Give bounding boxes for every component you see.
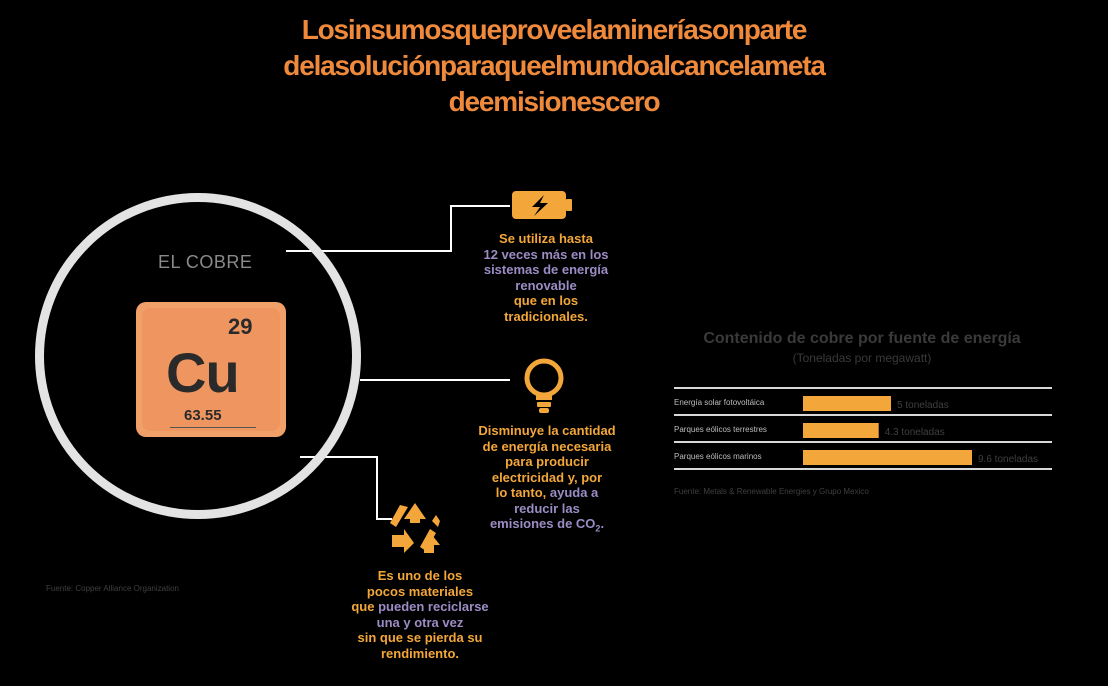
fact-2-line-b: de energía necesaria [482,438,612,454]
atomic-mass-underline [170,427,256,428]
connector-bottom-vertical [376,456,378,520]
battery-charging-icon [510,189,574,221]
headline-line-3: deemisionescero [448,86,660,117]
recycle-icon [386,499,444,557]
fact-2-co-sub: 2 [595,523,601,534]
fact-2-line-g [462,516,632,537]
fact-2-line-c: para producir [505,454,589,469]
fact-1-line-d: renovable [515,277,577,293]
chart-title: Contenido de cobre por fuente de energía [703,330,1021,347]
chart-bar [803,450,972,465]
chart-source: Fuente: Metals & Renewable Energies y Grupo Mexico [674,487,869,496]
fact-3-line-a: Es uno de los [377,568,463,583]
chart-value-label: 4.3 toneladas [884,427,945,438]
fact-3-line-c [335,599,505,615]
fact-recyclable [335,568,505,661]
chart-bar [803,396,891,411]
chart-bar [803,423,879,438]
fact-2-co: emisiones de CO [489,516,596,531]
fact-3-line-f: rendimiento. [380,645,459,661]
fact-3-line-b: pocos materiales [366,583,474,599]
fact-1-line-b: 12 veces más en los [483,246,609,262]
atomic-mass: 63.55 [184,407,222,424]
connector-middle [360,379,510,381]
fact-3-line-c-end: pueden reciclarse [378,599,489,614]
fact-1-line-a: Se utiliza hasta [499,231,593,246]
fact-3-line-e: sin que se pierda su [357,630,483,645]
chart-subtitle: (Toneladas por megawatt) [792,351,932,365]
fact-2-line-d: electricidad y, por [491,469,603,485]
fact-2-line-e [462,485,632,501]
headline [0,12,1108,120]
headline-line-2: delasoluciónparaqueelmundoalcancelameta [283,50,825,81]
connector-top-end [450,205,510,207]
left-source: Fuente: Copper Alliance Organization [46,584,179,593]
chart-category-label: Parques eólicos terrestres [674,425,767,434]
chart-value-label: 9.6 toneladas [978,454,1039,465]
element-heading: EL COBRE [158,252,253,272]
fact-3-line-c-start: que [351,599,375,614]
fact-energy-reduction [462,423,632,537]
chart-category-label: Parques eólicos marinos [674,452,762,461]
lightbulb-icon [516,356,572,416]
chart-category-label: Energía solar fotovoltáica [674,398,765,407]
fact-2-line-e-start: lo tanto, [495,485,547,500]
fact-2-line-f: reducir las [514,500,580,516]
chart-value-label: 5 toneladas [897,400,949,411]
connector-top-vertical [450,205,452,252]
fact-3-line-d: una y otra vez [376,614,464,630]
atomic-number: 29 [228,314,253,339]
copper-bar-chart [668,380,1064,500]
element-symbol: Cu [166,341,239,404]
headline-line-1: Losinsumosqueproveelamineríasonparte [301,14,807,45]
fact-2-period: . [600,516,605,531]
fact-2-line-a: Disminuye la cantidad [478,423,616,438]
fact-renewable-usage [466,231,626,324]
fact-2-line-e-end: ayuda a [549,485,599,500]
fact-1-line-f: tradicionales. [504,308,588,324]
fact-1-line-e: que en los [513,293,579,308]
fact-1-line-c: sistemas de energía [483,262,609,277]
